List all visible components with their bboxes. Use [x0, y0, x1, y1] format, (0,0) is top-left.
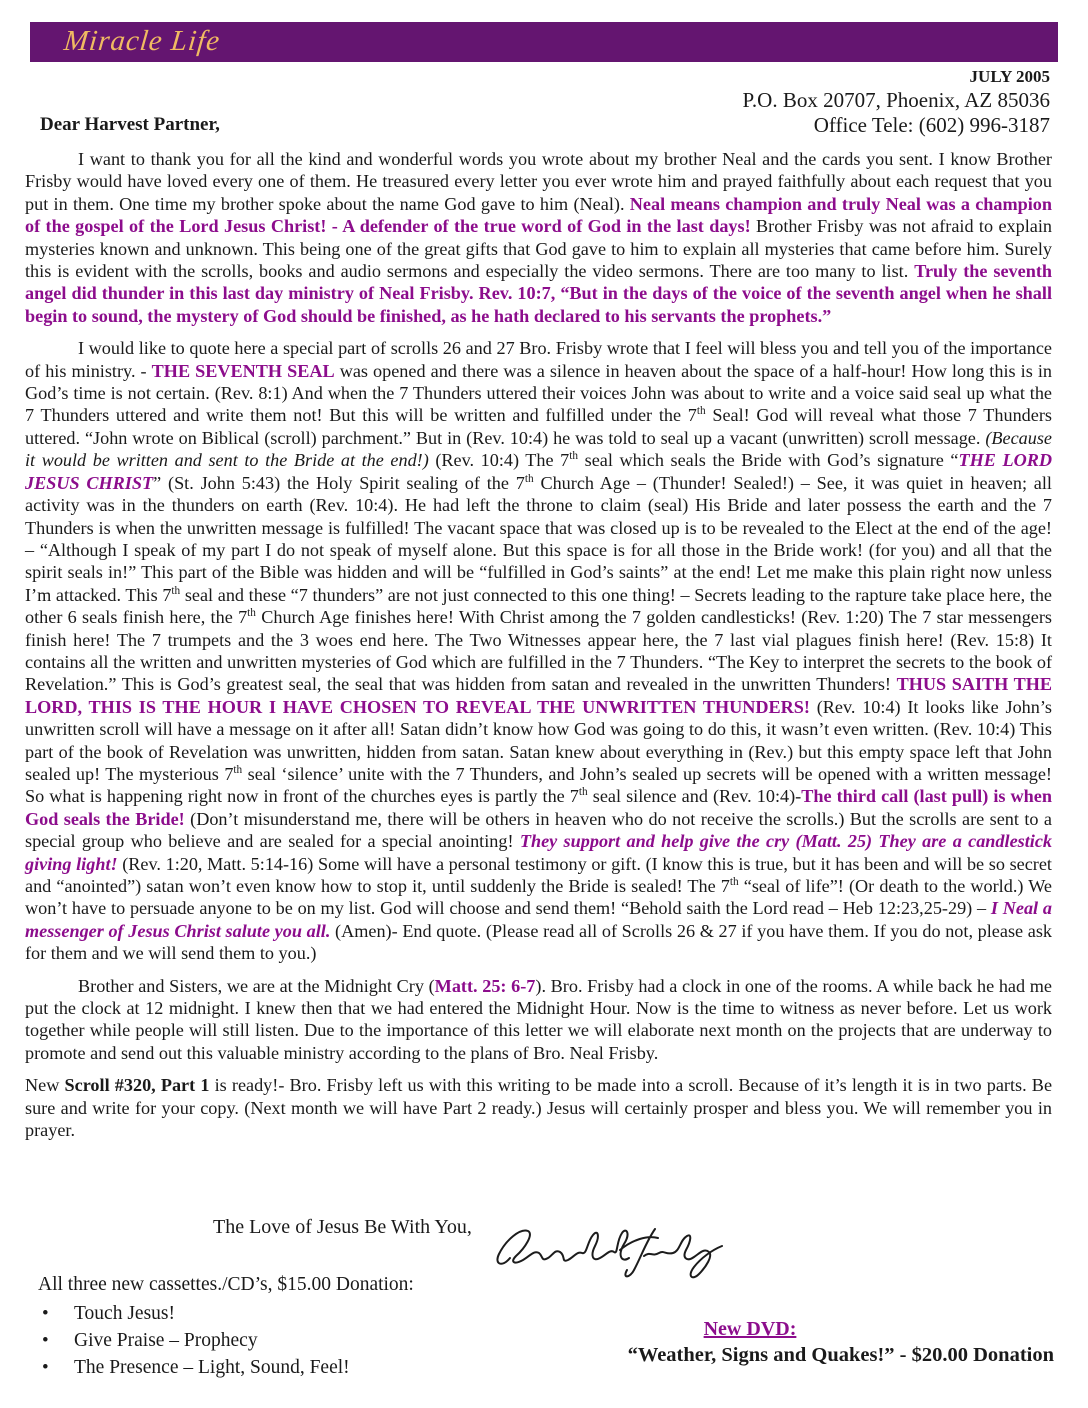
- closing-line: The Love of Jesus Be With You,: [213, 1216, 472, 1238]
- letter-body: [25, 148, 1052, 1151]
- dvd-title-donation: “Weather, Signs and Quakes!” - $20.00 Donation: [627, 1344, 1054, 1366]
- list-item: [38, 1328, 414, 1355]
- header-contact-block: [743, 66, 1050, 138]
- bullet-icon: [38, 1301, 74, 1328]
- cassette-title: Touch Jesus!: [74, 1303, 175, 1324]
- list-item: [38, 1301, 414, 1328]
- bullet-icon: [38, 1355, 74, 1382]
- letter-paragraph-4: New Scroll #320, Part 1 is ready!- Bro. Frisby left us with this writing to be made into a scroll. Because of it’s length it is in two parts. Be sure and write for your copy. (Next month we will have Part 2 ready.) Jesus will certainly prosper and bless you. We will remember you in prayer.: [25, 1075, 1053, 1141]
- salutation: Dear Harvest Partner,: [40, 114, 220, 135]
- letter-paragraph-3: Brother and Sisters, we are at the Midnight Cry (Matt. 25: 6-7). Bro. Frisby had a clock in one of the rooms. A while back he had me put the clock at 12 midnight. I knew then that we had entered the Midnight Hour. Now is the time to witness as never before. Let us work together while people will still listen. Due to the importance of this letter we will elaborate next month on the projects that are underway to promote and send out this valuable ministry according to the plans of Bro. Neal Frisby.: [25, 975, 1052, 1063]
- masthead-bar: [30, 22, 1058, 62]
- cassettes-offer: [38, 1274, 414, 1381]
- brand-script-logo: Miracle Life: [62, 25, 222, 57]
- list-item: [38, 1355, 414, 1382]
- office-phone: Office Tele: (602) 996-3187: [813, 113, 1050, 137]
- cassette-title: Give Praise – Prophecy: [74, 1329, 258, 1351]
- letter-paragraph-2: I would like to quote here a special part of scrolls 26 and 27 Bro. Frisby wrote that I feel will bless you and tell you of the importance of his ministry. - THE SEVENTH SEAL was opened and there was a silence in heaven about the space of a half-hour! How long this is in God’s time is not certain. (Rev. 8:1) And when the 7 Thunders uttered their voices John was about to write and a voice said seal up what the 7 Thunders uttered and write them not! But this will be written and fulfilled under the 7th Seal! God will reveal what those 7 Thunders uttered. “John wrote on Biblical (scroll) parchment.” But in (Rev. 10:4) he was told to seal up a vacant (unwritten) scroll message. (Because it would be written and sent to the Bride at the end!) (Rev. 10:4) The 7th seal which seals the Bride with God’s signature “THE LORD JESUS CHRIST” (St. John 5:43) the Holy Spirit sealing of the 7th Church Age – (Thunder! Sealed!) – See, it was quiet in heaven; all activity was in the thunders on earth (Rev. 10:4). He had left the throne to claim (seal) His Bride and later possess the earth and the 7 Thunders is when the unwritten message is fulfilled! The vacant space that was closed up is to be revealed to the Elect at the end of the age! – “Although I speak of my part I do not speak of myself alone. But this space is for all those in the Bride work! (for you) and all that the spirit seals in!” This part of the Bible was hidden and will be “fulfilled in God’s saints” at the end! Let me make this plain right now unless I’m attacked. This 7th seal and these “7 thunders” are not just connected to this one thing! – Secrets leading to the rapture take place here, the other 6 seals finish here, the 7th Church Age finishes here! With Christ among the 7 golden candlesticks! (Rev. 1:20) The 7 star messengers finish here! The 7 trumpets and the 3 woes end here. The Two Witnesses appear here, the 7 last vial plagues finish here! (Rev. 15:8) It contains all the written and unwritten mysteries of God which are fulfilled in the 7 Thunders. “The Key to interpret the secrets to the book of Revelation.” This is God’s greatest seal, the seal that was hidden from satan and revealed in the unwritten Thunders! THUS SAITH THE LORD, THIS IS THE HOUR I HAVE CHOSEN TO REVEAL THE UNWRITTEN THUNDERS! (Rev. 10:4) It looks like John’s unwritten scroll will have a message on it after all! Satan didn’t know how God was going to do this, it wasn’t even written. (Rev. 10:4) This part of the book of Revelation was unwritten, hidden from satan. Satan knew about everything in (Rev.) but this empty space left that John sealed up! The mysterious 7th seal ‘silence’ unite with the 7 Thunders, and John’s sealed up secrets will be opened with a written message! So what is happening right now in front of the churches eyes is partly the 7th seal silence and (Rev. 10:4)-The third call (last pull) is when God seals the Bride! (Don’t misunderstand me, there will be others in heaven who do not receive the scrolls.) But the scrolls are sent to a special group who believe and are sealed for a special anointing! They support and help give the cry (Matt. 25) They are a candlestick giving light! (Rev. 1:20, Matt. 5:14-16) Some will have a personal testimony or gift. (I know this is true, but it has been and will be so secret and “anointed”) satan won’t even know how to stop it, until suddenly the Bride is sealed! The 7th “seal of life”! (Or death to the world.) We won’t have to persuade anyone to be on my list. God will choose and send them! “Behold saith the Lord read – Heb 12:23,25-29) – I Neal a messenger of Jesus Christ salute you all. (Amen)- End quote. (Please read all of Scrolls 26 & 27 if you have them. If you do not, please ask for them and we will send them to you.): [25, 338, 1053, 964]
- cassette-title: The Presence – Light, Sound, Feel!: [74, 1356, 350, 1378]
- cassettes-heading: All three new cassettes./CD’s, $15.00 Donation:: [38, 1274, 414, 1295]
- po-box-address: P.O. Box 20707, Phoenix, AZ 85036: [742, 88, 1050, 112]
- bullet-icon: [38, 1328, 74, 1355]
- letter-paragraph-1: I want to thank you for all the kind and wonderful words you wrote about my brother Neal and the cards you sent. I know Brother Frisby would have loved every one of them. He treasured every letter you ever wrote him and prayed faithfully about each request that you put in them. One time my brother spoke about the name God gave to him (Neal). Neal means champion and truly Neal was a champion of the gospel of the Lord Jesus Christ! - A defender of the true word of God in the last days! Brother Frisby was not afraid to explain mysteries known and unknown. This being one of the great gifts that God gave to him to explain all mysteries that came before him. Surely this is evident with the scrolls, books and audio sermons and especially the video sermons. There are too many to list. Truly the seventh angel did thunder in this last day ministry of Neal Frisby. Rev. 10:7, “But in the days of the voice of the seventh angel when he shall begin to sound, the mystery of God should be finished, as he hath declared to his servants the prophets.”: [25, 149, 1053, 326]
- issue-date: JULY 2005: [969, 67, 1050, 86]
- new-dvd-label: New DVD:: [703, 1318, 797, 1340]
- signature-image: [492, 1210, 727, 1290]
